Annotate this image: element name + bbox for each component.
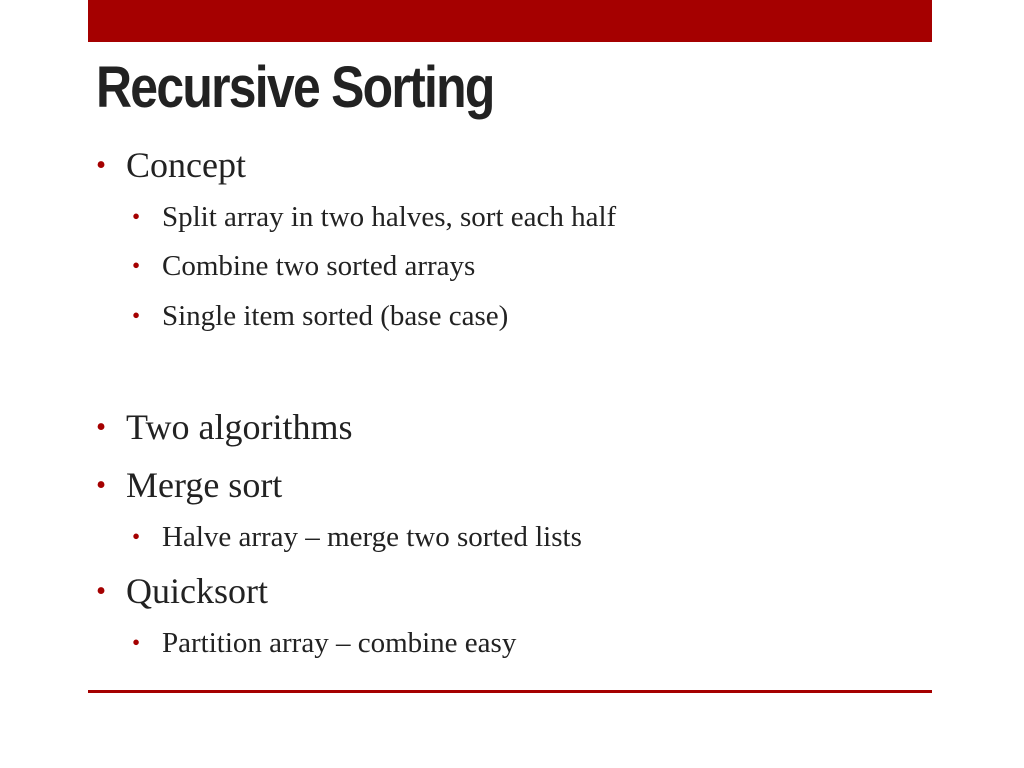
bullet-dot-icon: •: [96, 149, 107, 181]
sub-bullet-base-case: [132, 299, 508, 333]
bullet-text: Two algorithms: [126, 407, 353, 447]
bullet-dot-icon: •: [96, 469, 107, 501]
bullet-text: Quicksort: [126, 571, 268, 611]
bullet-text: Partition array – combine easy: [162, 627, 517, 659]
sub-bullet-halve-array: [132, 520, 582, 554]
bullet-text: Split array in two halves, sort each half: [162, 201, 617, 233]
bullet-dot-icon: •: [96, 411, 107, 443]
bullet-text: Single item sorted (base case): [162, 300, 509, 332]
bullet-text: Halve array – merge two sorted lists: [162, 521, 582, 553]
bullet-dot-icon: •: [96, 575, 107, 607]
bottom-divider: [88, 690, 932, 693]
slide-title: Recursive Sorting: [96, 55, 494, 120]
sub-bullet-partition-array: [132, 626, 516, 660]
bullet-dot-icon: •: [132, 524, 141, 550]
top-accent-bar: [88, 0, 932, 42]
bullet-text: Concept: [126, 145, 246, 185]
bullet-dot-icon: •: [132, 204, 141, 230]
bullet-two-algorithms: [96, 407, 352, 447]
bullet-dot-icon: •: [132, 630, 141, 656]
bullet-merge-sort: [96, 465, 282, 505]
bullet-quicksort: [96, 571, 268, 611]
sub-bullet-split-array: [132, 200, 616, 234]
bullet-text: Merge sort: [126, 465, 283, 505]
bullet-concept: [96, 145, 246, 185]
bullet-text: Combine two sorted arrays: [162, 250, 476, 282]
bullet-dot-icon: •: [132, 253, 141, 279]
sub-bullet-combine-arrays: [132, 249, 475, 283]
bullet-dot-icon: •: [132, 303, 141, 329]
